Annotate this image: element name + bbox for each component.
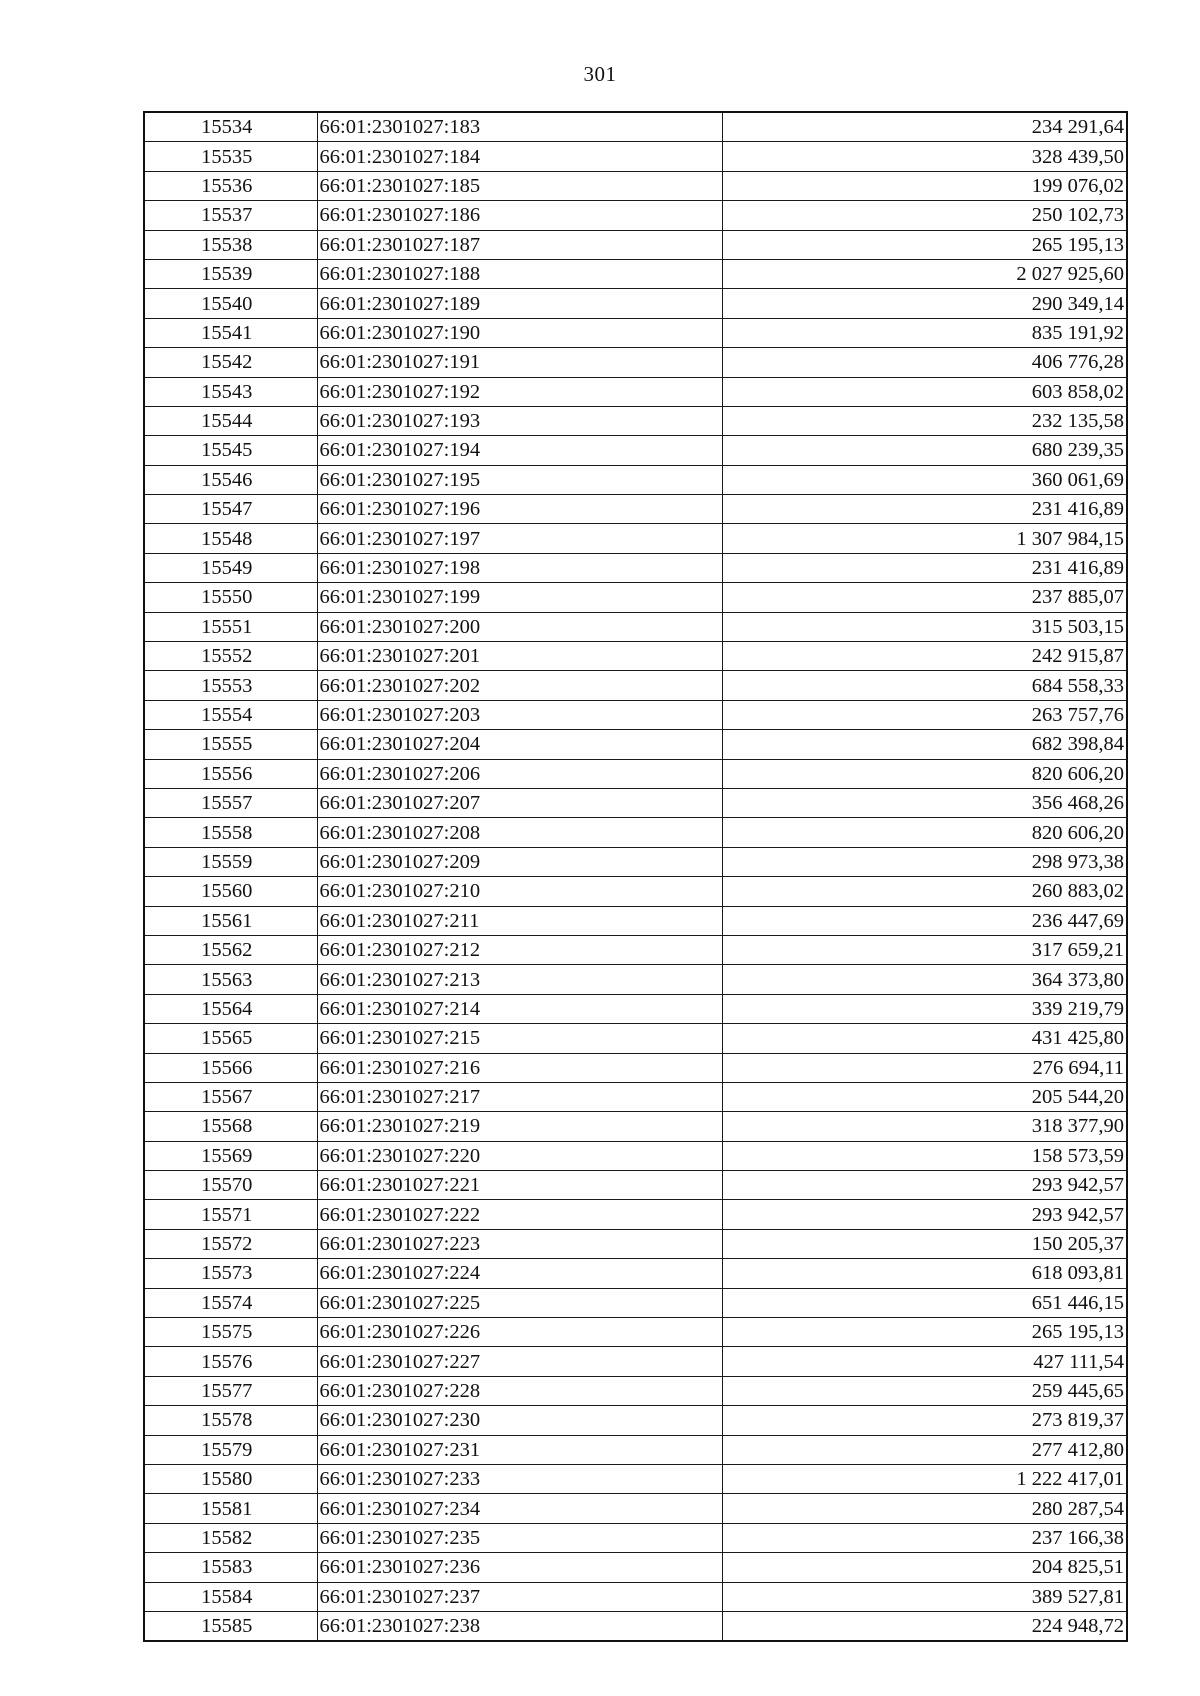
cadastral-number-cell: 66:01:2301027:185 xyxy=(317,171,722,200)
cadastral-number-cell: 66:01:2301027:203 xyxy=(317,700,722,729)
cadastral-number-cell: 66:01:2301027:184 xyxy=(317,142,722,171)
row-number-cell: 15558 xyxy=(144,818,317,847)
table-row xyxy=(144,377,1127,406)
value-cell: 651 446,15 xyxy=(722,1288,1127,1317)
cadastral-number-cell: 66:01:2301027:197 xyxy=(317,524,722,553)
row-number-cell: 15575 xyxy=(144,1318,317,1347)
value-cell: 265 195,13 xyxy=(722,1318,1127,1347)
value-cell: 682 398,84 xyxy=(722,730,1127,759)
table-row xyxy=(144,142,1127,171)
table-row xyxy=(144,1259,1127,1288)
table-row xyxy=(144,1229,1127,1258)
value-cell: 237 885,07 xyxy=(722,583,1127,612)
cadastral-number-cell: 66:01:2301027:207 xyxy=(317,788,722,817)
value-cell: 150 205,37 xyxy=(722,1229,1127,1258)
cadastral-number-cell: 66:01:2301027:193 xyxy=(317,406,722,435)
value-cell: 603 858,02 xyxy=(722,377,1127,406)
value-cell: 280 287,54 xyxy=(722,1494,1127,1523)
cadastral-number-cell: 66:01:2301027:191 xyxy=(317,348,722,377)
page-number: 301 xyxy=(583,62,617,86)
row-number-cell: 15542 xyxy=(144,348,317,377)
row-number-cell: 15548 xyxy=(144,524,317,553)
cadastral-number-cell: 66:01:2301027:192 xyxy=(317,377,722,406)
table-row xyxy=(144,524,1127,553)
row-number-cell: 15561 xyxy=(144,906,317,935)
table-row xyxy=(144,201,1127,230)
row-number-cell: 15579 xyxy=(144,1435,317,1464)
cadastral-number-cell: 66:01:2301027:190 xyxy=(317,318,722,347)
cadastral-number-cell: 66:01:2301027:223 xyxy=(317,1229,722,1258)
cadastral-number-cell: 66:01:2301027:222 xyxy=(317,1200,722,1229)
row-number-cell: 15546 xyxy=(144,465,317,494)
row-number-cell: 15562 xyxy=(144,935,317,964)
value-cell: 232 135,58 xyxy=(722,406,1127,435)
row-number-cell: 15581 xyxy=(144,1494,317,1523)
row-number-cell: 15566 xyxy=(144,1053,317,1082)
row-number-cell: 15551 xyxy=(144,612,317,641)
table-row xyxy=(144,818,1127,847)
value-cell: 293 942,57 xyxy=(722,1171,1127,1200)
cadastral-number-cell: 66:01:2301027:234 xyxy=(317,1494,722,1523)
cadastral-number-cell: 66:01:2301027:211 xyxy=(317,906,722,935)
row-number-cell: 15535 xyxy=(144,142,317,171)
table-row xyxy=(144,1464,1127,1493)
table-row xyxy=(144,642,1127,671)
cadastral-number-cell: 66:01:2301027:187 xyxy=(317,230,722,259)
row-number-cell: 15560 xyxy=(144,877,317,906)
cadastral-number-cell: 66:01:2301027:206 xyxy=(317,759,722,788)
row-number-cell: 15545 xyxy=(144,436,317,465)
row-number-cell: 15576 xyxy=(144,1347,317,1376)
row-number-cell: 15573 xyxy=(144,1259,317,1288)
value-cell: 2 027 925,60 xyxy=(722,259,1127,288)
row-number-cell: 15536 xyxy=(144,171,317,200)
table-row xyxy=(144,935,1127,964)
row-number-cell: 15540 xyxy=(144,289,317,318)
table-row xyxy=(144,1171,1127,1200)
value-cell: 820 606,20 xyxy=(722,818,1127,847)
row-number-cell: 15577 xyxy=(144,1376,317,1405)
row-number-cell: 15539 xyxy=(144,259,317,288)
cadastral-number-cell: 66:01:2301027:204 xyxy=(317,730,722,759)
value-cell: 618 093,81 xyxy=(722,1259,1127,1288)
cadastral-number-cell: 66:01:2301027:212 xyxy=(317,935,722,964)
row-number-cell: 15565 xyxy=(144,1024,317,1053)
cadastral-number-cell: 66:01:2301027:221 xyxy=(317,1171,722,1200)
value-cell: 263 757,76 xyxy=(722,700,1127,729)
row-number-cell: 15537 xyxy=(144,201,317,230)
table-row xyxy=(144,1553,1127,1582)
value-cell: 318 377,90 xyxy=(722,1112,1127,1141)
cadastral-number-cell: 66:01:2301027:195 xyxy=(317,465,722,494)
value-cell: 231 416,89 xyxy=(722,495,1127,524)
cadastral-number-cell: 66:01:2301027:231 xyxy=(317,1435,722,1464)
table-row xyxy=(144,1082,1127,1111)
table-row xyxy=(144,436,1127,465)
cadastral-number-cell: 66:01:2301027:183 xyxy=(317,112,722,142)
table-row xyxy=(144,406,1127,435)
value-cell: 237 166,38 xyxy=(722,1523,1127,1552)
table-row xyxy=(144,1024,1127,1053)
cadastral-number-cell: 66:01:2301027:236 xyxy=(317,1553,722,1582)
row-number-cell: 15541 xyxy=(144,318,317,347)
table-row xyxy=(144,1523,1127,1552)
value-cell: 293 942,57 xyxy=(722,1200,1127,1229)
value-cell: 199 076,02 xyxy=(722,171,1127,200)
value-cell: 224 948,72 xyxy=(722,1611,1127,1641)
row-number-cell: 15553 xyxy=(144,671,317,700)
row-number-cell: 15584 xyxy=(144,1582,317,1611)
value-cell: 339 219,79 xyxy=(722,994,1127,1023)
row-number-cell: 15578 xyxy=(144,1406,317,1435)
table-row xyxy=(144,112,1127,142)
value-cell: 1 222 417,01 xyxy=(722,1464,1127,1493)
value-cell: 276 694,11 xyxy=(722,1053,1127,1082)
table-row xyxy=(144,465,1127,494)
cadastral-number-cell: 66:01:2301027:210 xyxy=(317,877,722,906)
table-row xyxy=(144,1376,1127,1405)
table-row xyxy=(144,318,1127,347)
row-number-cell: 15556 xyxy=(144,759,317,788)
table-row xyxy=(144,877,1127,906)
cadastral-number-cell: 66:01:2301027:188 xyxy=(317,259,722,288)
value-cell: 835 191,92 xyxy=(722,318,1127,347)
cadastral-number-cell: 66:01:2301027:226 xyxy=(317,1318,722,1347)
cadastral-number-cell: 66:01:2301027:228 xyxy=(317,1376,722,1405)
table-row xyxy=(144,730,1127,759)
row-number-cell: 15582 xyxy=(144,1523,317,1552)
value-cell: 242 915,87 xyxy=(722,642,1127,671)
row-number-cell: 15585 xyxy=(144,1611,317,1641)
cadastral-number-cell: 66:01:2301027:227 xyxy=(317,1347,722,1376)
table-row xyxy=(144,1347,1127,1376)
cadastral-number-cell: 66:01:2301027:200 xyxy=(317,612,722,641)
row-number-cell: 15538 xyxy=(144,230,317,259)
value-cell: 205 544,20 xyxy=(722,1082,1127,1111)
table-row xyxy=(144,994,1127,1023)
table-row xyxy=(144,1318,1127,1347)
cadastral-number-cell: 66:01:2301027:198 xyxy=(317,553,722,582)
cadastral-number-cell: 66:01:2301027:214 xyxy=(317,994,722,1023)
cadastral-number-cell: 66:01:2301027:186 xyxy=(317,201,722,230)
table-row xyxy=(144,1112,1127,1141)
table-row xyxy=(144,553,1127,582)
table-row xyxy=(144,1611,1127,1641)
table-row xyxy=(144,612,1127,641)
cadastral-number-cell: 66:01:2301027:196 xyxy=(317,495,722,524)
cadastral-number-cell: 66:01:2301027:233 xyxy=(317,1464,722,1493)
cadastral-number-cell: 66:01:2301027:219 xyxy=(317,1112,722,1141)
value-cell: 684 558,33 xyxy=(722,671,1127,700)
row-number-cell: 15534 xyxy=(144,112,317,142)
table-row xyxy=(144,965,1127,994)
row-number-cell: 15557 xyxy=(144,788,317,817)
value-cell: 290 349,14 xyxy=(722,289,1127,318)
table-row xyxy=(144,1053,1127,1082)
row-number-cell: 15550 xyxy=(144,583,317,612)
value-cell: 231 416,89 xyxy=(722,553,1127,582)
value-cell: 317 659,21 xyxy=(722,935,1127,964)
table-row xyxy=(144,1435,1127,1464)
value-cell: 234 291,64 xyxy=(722,112,1127,142)
cadastral-number-cell: 66:01:2301027:230 xyxy=(317,1406,722,1435)
value-cell: 389 527,81 xyxy=(722,1582,1127,1611)
cadastral-number-cell: 66:01:2301027:217 xyxy=(317,1082,722,1111)
cadastral-number-cell: 66:01:2301027:224 xyxy=(317,1259,722,1288)
value-cell: 356 468,26 xyxy=(722,788,1127,817)
value-cell: 260 883,02 xyxy=(722,877,1127,906)
cadastral-number-cell: 66:01:2301027:208 xyxy=(317,818,722,847)
table-row xyxy=(144,171,1127,200)
value-cell: 265 195,13 xyxy=(722,230,1127,259)
value-cell: 1 307 984,15 xyxy=(722,524,1127,553)
row-number-cell: 15571 xyxy=(144,1200,317,1229)
value-cell: 315 503,15 xyxy=(722,612,1127,641)
row-number-cell: 15555 xyxy=(144,730,317,759)
cadastral-number-cell: 66:01:2301027:209 xyxy=(317,847,722,876)
row-number-cell: 15568 xyxy=(144,1112,317,1141)
row-number-cell: 15552 xyxy=(144,642,317,671)
cadastral-number-cell: 66:01:2301027:194 xyxy=(317,436,722,465)
row-number-cell: 15567 xyxy=(144,1082,317,1111)
value-cell: 277 412,80 xyxy=(722,1435,1127,1464)
row-number-cell: 15572 xyxy=(144,1229,317,1258)
table-row xyxy=(144,1288,1127,1317)
value-cell: 364 373,80 xyxy=(722,965,1127,994)
cadastral-number-cell: 66:01:2301027:235 xyxy=(317,1523,722,1552)
row-number-cell: 15580 xyxy=(144,1464,317,1493)
value-cell: 406 776,28 xyxy=(722,348,1127,377)
table-row xyxy=(144,348,1127,377)
cadastral-number-cell: 66:01:2301027:201 xyxy=(317,642,722,671)
cadastral-number-cell: 66:01:2301027:237 xyxy=(317,1582,722,1611)
row-number-cell: 15549 xyxy=(144,553,317,582)
row-number-cell: 15544 xyxy=(144,406,317,435)
value-cell: 820 606,20 xyxy=(722,759,1127,788)
value-cell: 204 825,51 xyxy=(722,1553,1127,1582)
value-cell: 250 102,73 xyxy=(722,201,1127,230)
value-cell: 431 425,80 xyxy=(722,1024,1127,1053)
cadastral-number-cell: 66:01:2301027:216 xyxy=(317,1053,722,1082)
row-number-cell: 15583 xyxy=(144,1553,317,1582)
row-number-cell: 15563 xyxy=(144,965,317,994)
value-cell: 259 445,65 xyxy=(722,1376,1127,1405)
table-row xyxy=(144,230,1127,259)
table-row xyxy=(144,1141,1127,1170)
cadastral-number-cell: 66:01:2301027:238 xyxy=(317,1611,722,1641)
value-cell: 158 573,59 xyxy=(722,1141,1127,1170)
value-cell: 236 447,69 xyxy=(722,906,1127,935)
table-row xyxy=(144,583,1127,612)
table-row xyxy=(144,1406,1127,1435)
cadastral-value-table xyxy=(143,111,1128,1642)
cadastral-number-cell: 66:01:2301027:213 xyxy=(317,965,722,994)
table-row xyxy=(144,1494,1127,1523)
cadastral-number-cell: 66:01:2301027:215 xyxy=(317,1024,722,1053)
table-row xyxy=(144,700,1127,729)
row-number-cell: 15554 xyxy=(144,700,317,729)
cadastral-number-cell: 66:01:2301027:199 xyxy=(317,583,722,612)
row-number-cell: 15559 xyxy=(144,847,317,876)
table-row xyxy=(144,289,1127,318)
row-number-cell: 15564 xyxy=(144,994,317,1023)
table-row xyxy=(144,1200,1127,1229)
value-cell: 680 239,35 xyxy=(722,436,1127,465)
table-row xyxy=(144,788,1127,817)
value-cell: 298 973,38 xyxy=(722,847,1127,876)
cadastral-number-cell: 66:01:2301027:189 xyxy=(317,289,722,318)
table-row xyxy=(144,259,1127,288)
table-row xyxy=(144,495,1127,524)
cadastral-number-cell: 66:01:2301027:220 xyxy=(317,1141,722,1170)
row-number-cell: 15547 xyxy=(144,495,317,524)
cadastral-number-cell: 66:01:2301027:202 xyxy=(317,671,722,700)
table-row xyxy=(144,1582,1127,1611)
table-row xyxy=(144,759,1127,788)
row-number-cell: 15574 xyxy=(144,1288,317,1317)
value-cell: 328 439,50 xyxy=(722,142,1127,171)
value-cell: 273 819,37 xyxy=(722,1406,1127,1435)
value-cell: 360 061,69 xyxy=(722,465,1127,494)
row-number-cell: 15569 xyxy=(144,1141,317,1170)
row-number-cell: 15570 xyxy=(144,1171,317,1200)
cadastral-number-cell: 66:01:2301027:225 xyxy=(317,1288,722,1317)
value-cell: 427 111,54 xyxy=(722,1347,1127,1376)
table-body xyxy=(144,112,1127,1641)
table-row xyxy=(144,847,1127,876)
table-row xyxy=(144,906,1127,935)
table-row xyxy=(144,671,1127,700)
row-number-cell: 15543 xyxy=(144,377,317,406)
